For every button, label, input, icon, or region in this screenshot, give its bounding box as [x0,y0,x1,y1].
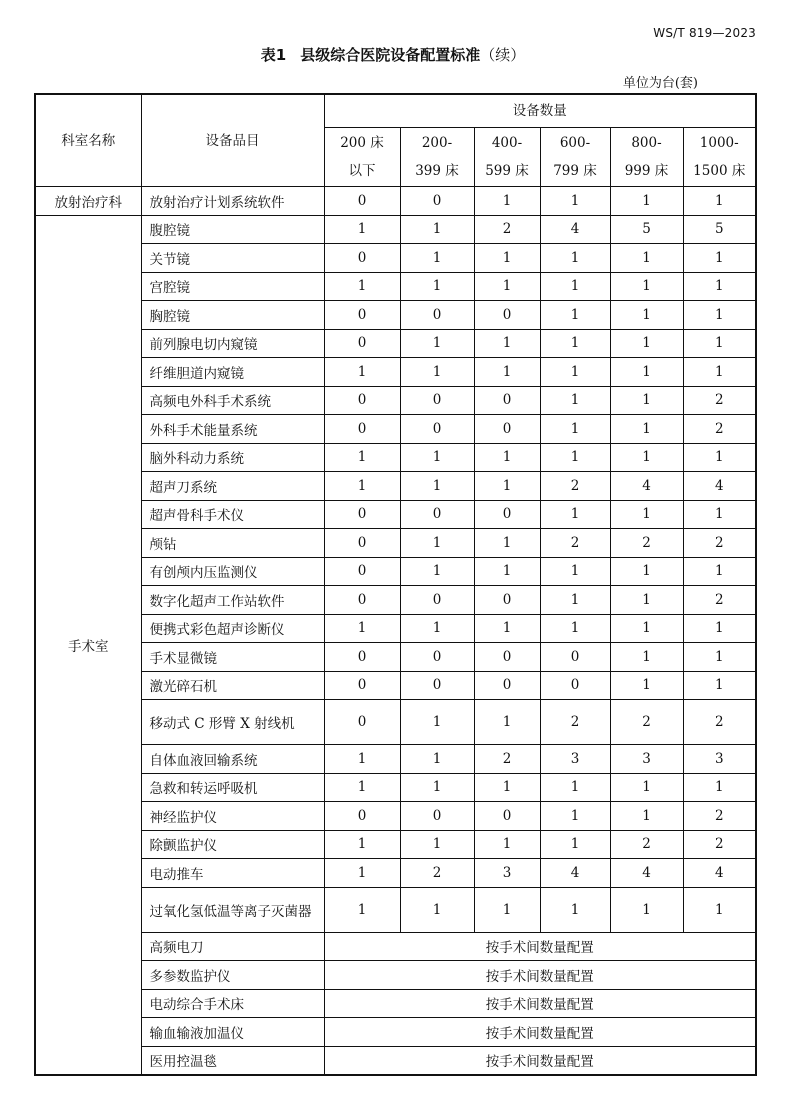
table-row [35,961,756,990]
item-cell: 输血输液加温仪 [141,1018,324,1047]
table-row [35,773,756,802]
config-note-cell: 按手术间数量配置 [324,932,756,961]
quantity-cell: 0 [400,586,474,615]
bed-label-line1: 1000- [699,135,739,151]
quantity-cell: 0 [540,671,610,700]
quantity-cell: 1 [400,773,474,802]
quantity-cell: 1 [683,557,756,586]
item-cell: 过氧化氢低温等离子灭菌器 [141,887,324,932]
quantity-cell: 1 [324,614,400,643]
bed-label-line2: 以下 [348,163,376,179]
quantity-cell: 1 [400,700,474,745]
table-row [35,1018,756,1047]
quantity-cell: 1 [474,830,540,859]
quantity-cell: 1 [400,614,474,643]
item-cell: 自体血液回输系统 [141,745,324,774]
header-bed-0 [324,128,400,187]
item-cell: 数字化超声工作站软件 [141,586,324,615]
quantity-cell: 1 [610,329,683,358]
quantity-cell: 0 [400,643,474,672]
quantity-cell: 1 [400,557,474,586]
quantity-cell: 1 [540,301,610,330]
quantity-cell: 0 [324,244,400,273]
quantity-cell: 4 [540,215,610,244]
quantity-cell: 1 [540,802,610,831]
item-cell: 除颤监护仪 [141,830,324,859]
quantity-cell: 1 [540,244,610,273]
item-cell: 放射治疗计划系统软件 [141,187,324,216]
header-bed-2 [474,128,540,187]
config-note-cell: 按手术间数量配置 [324,961,756,990]
quantity-cell: 1 [610,358,683,387]
table-title-suffix: （续） [480,46,526,64]
quantity-cell: 3 [540,745,610,774]
quantity-cell: 0 [474,643,540,672]
header-bed-1 [400,128,474,187]
bed-label-line1: 600- [559,135,591,151]
table-row [35,830,756,859]
bed-label-line1: 400- [491,135,523,151]
item-cell: 多参数监护仪 [141,961,324,990]
quantity-cell: 0 [324,301,400,330]
quantity-cell: 0 [400,802,474,831]
item-cell: 腹腔镜 [141,215,324,244]
quantity-cell: 1 [683,301,756,330]
item-cell: 有创颅内压监测仪 [141,557,324,586]
quantity-cell: 1 [474,358,540,387]
quantity-cell: 4 [540,859,610,888]
quantity-cell: 1 [474,557,540,586]
item-cell: 脑外科动力系统 [141,443,324,472]
quantity-cell: 1 [474,773,540,802]
table-row [35,700,756,745]
quantity-cell: 2 [683,802,756,831]
quantity-cell: 1 [324,215,400,244]
quantity-cell: 1 [474,443,540,472]
quantity-cell: 0 [400,386,474,415]
table-row [35,358,756,387]
quantity-cell: 1 [474,272,540,301]
table-number: 表1 [260,46,287,64]
item-cell: 手术显微镜 [141,643,324,672]
quantity-cell: 2 [540,472,610,501]
quantity-cell: 2 [683,586,756,615]
quantity-cell: 1 [540,887,610,932]
quantity-cell: 1 [610,773,683,802]
quantity-cell: 1 [324,830,400,859]
table-row [35,215,756,244]
quantity-cell: 1 [400,887,474,932]
table-title-text: 县级综合医院设备配置标准 [300,46,481,64]
quantity-cell: 1 [474,244,540,273]
quantity-cell: 1 [683,500,756,529]
quantity-cell: 2 [683,830,756,859]
equipment-table [34,93,757,1076]
table-row [35,443,756,472]
table-row [35,415,756,444]
quantity-cell: 3 [610,745,683,774]
item-cell: 电动综合手术床 [141,989,324,1018]
quantity-cell: 1 [610,614,683,643]
quantity-cell: 1 [400,472,474,501]
quantity-cell: 2 [474,215,540,244]
bed-label-line1: 800- [631,135,662,151]
item-cell: 移动式 C 形臂 X 射线机 [141,700,324,745]
quantity-cell: 0 [324,386,400,415]
table-row [35,500,756,529]
quantity-cell: 4 [683,859,756,888]
header-department: 科室名称 [35,94,141,187]
quantity-cell: 0 [324,700,400,745]
quantity-cell: 2 [683,700,756,745]
quantity-cell: 1 [683,614,756,643]
unit-note: 单位为台(套) [622,76,698,91]
quantity-cell: 1 [324,745,400,774]
config-note-cell: 按手术间数量配置 [324,1046,756,1075]
quantity-cell: 4 [683,472,756,501]
quantity-cell: 1 [474,700,540,745]
table-row [35,529,756,558]
quantity-cell: 1 [610,802,683,831]
quantity-cell: 2 [683,529,756,558]
table-title [0,44,786,65]
quantity-cell: 1 [540,830,610,859]
table-row [35,272,756,301]
header-bed-4 [610,128,683,187]
quantity-cell: 1 [610,187,683,216]
quantity-cell: 1 [610,244,683,273]
quantity-cell: 1 [540,358,610,387]
quantity-cell: 1 [540,500,610,529]
item-cell: 神经监护仪 [141,802,324,831]
item-cell: 电动推车 [141,859,324,888]
quantity-cell: 1 [474,329,540,358]
quantity-cell: 1 [540,614,610,643]
quantity-cell: 1 [683,643,756,672]
item-cell: 宫腔镜 [141,272,324,301]
table-row [35,586,756,615]
quantity-cell: 2 [400,859,474,888]
quantity-cell: 1 [683,887,756,932]
quantity-cell: 2 [474,745,540,774]
item-cell: 超声刀系统 [141,472,324,501]
item-cell: 颅钻 [141,529,324,558]
quantity-cell: 1 [540,386,610,415]
quantity-cell: 0 [400,301,474,330]
quantity-cell: 1 [610,272,683,301]
quantity-cell: 1 [400,329,474,358]
quantity-cell: 1 [540,329,610,358]
table-row [35,301,756,330]
bed-label-line1: 200- [421,135,453,151]
quantity-cell: 0 [324,671,400,700]
quantity-cell: 2 [610,529,683,558]
quantity-cell: 1 [683,671,756,700]
quantity-cell: 1 [610,887,683,932]
bed-label-line2: 399 床 [415,163,459,179]
quantity-cell: 1 [683,358,756,387]
quantity-cell: 1 [610,301,683,330]
item-cell: 超声骨科手术仪 [141,500,324,529]
header-item: 设备品目 [141,94,324,187]
table-row [35,989,756,1018]
quantity-cell: 1 [540,272,610,301]
item-cell: 医用控温毯 [141,1046,324,1075]
quantity-cell: 1 [474,529,540,558]
quantity-cell: 0 [324,415,400,444]
quantity-cell: 1 [400,272,474,301]
quantity-cell: 0 [474,586,540,615]
table-row [35,244,756,273]
quantity-cell: 1 [683,443,756,472]
quantity-cell: 0 [400,187,474,216]
item-cell: 外科手术能量系统 [141,415,324,444]
quantity-cell: 1 [683,329,756,358]
department-cell: 手术室 [35,215,141,1075]
item-cell: 急救和转运呼吸机 [141,773,324,802]
quantity-cell: 0 [324,802,400,831]
table-body [35,94,756,1075]
table-row [35,386,756,415]
quantity-cell: 3 [683,745,756,774]
table-row [35,557,756,586]
quantity-cell: 0 [400,671,474,700]
header-bed-3 [540,128,610,187]
table-row [35,671,756,700]
item-cell: 胸腔镜 [141,301,324,330]
bed-label-line2: 599 床 [485,163,529,179]
quantity-cell: 1 [400,443,474,472]
quantity-cell: 4 [610,859,683,888]
quantity-cell: 1 [610,586,683,615]
table-row [35,472,756,501]
quantity-cell: 0 [324,500,400,529]
quantity-cell: 0 [400,415,474,444]
quantity-cell: 2 [610,830,683,859]
table-row [35,802,756,831]
quantity-cell: 1 [610,643,683,672]
config-note-cell: 按手术间数量配置 [324,1018,756,1047]
item-cell: 纤维胆道内窥镜 [141,358,324,387]
quantity-cell: 1 [324,272,400,301]
quantity-cell: 1 [400,215,474,244]
quantity-cell: 5 [683,215,756,244]
quantity-cell: 1 [610,443,683,472]
table-row [35,1046,756,1075]
quantity-cell: 1 [610,415,683,444]
quantity-cell: 1 [474,614,540,643]
quantity-cell: 1 [400,358,474,387]
quantity-cell: 1 [474,187,540,216]
header-row [35,94,756,128]
table-row [35,859,756,888]
quantity-cell: 0 [324,529,400,558]
header-quantity: 设备数量 [324,94,756,128]
quantity-cell: 2 [683,415,756,444]
quantity-cell: 1 [610,500,683,529]
quantity-cell: 1 [400,830,474,859]
quantity-cell: 1 [683,187,756,216]
quantity-cell: 1 [683,244,756,273]
quantity-cell: 0 [474,802,540,831]
quantity-cell: 1 [324,358,400,387]
quantity-cell: 0 [474,500,540,529]
item-cell: 关节镜 [141,244,324,273]
table-row [35,643,756,672]
config-note-cell: 按手术间数量配置 [324,989,756,1018]
quantity-cell: 0 [324,329,400,358]
quantity-cell: 1 [540,557,610,586]
header-bed-5 [683,128,756,187]
item-cell: 激光碎石机 [141,671,324,700]
quantity-cell: 0 [324,586,400,615]
quantity-cell: 4 [610,472,683,501]
quantity-cell: 0 [324,643,400,672]
quantity-cell: 1 [540,415,610,444]
quantity-cell: 1 [474,887,540,932]
table-row [35,932,756,961]
table-row [35,614,756,643]
quantity-cell: 0 [474,415,540,444]
table-row [35,745,756,774]
quantity-cell: 1 [540,773,610,802]
quantity-cell: 1 [324,887,400,932]
quantity-cell: 1 [324,859,400,888]
quantity-cell: 2 [610,700,683,745]
item-cell: 便携式彩色超声诊断仪 [141,614,324,643]
quantity-cell: 1 [400,745,474,774]
quantity-cell: 1 [540,586,610,615]
quantity-cell: 0 [474,301,540,330]
quantity-cell: 0 [474,386,540,415]
quantity-cell: 2 [683,386,756,415]
item-cell: 前列腺电切内窥镜 [141,329,324,358]
bed-label-line1: 200 床 [340,135,384,151]
table-row [35,329,756,358]
bed-label-line2: 1500 床 [693,163,746,179]
quantity-cell: 1 [610,671,683,700]
bed-label-line2: 999 床 [624,163,669,179]
quantity-cell: 0 [400,500,474,529]
quantity-cell: 1 [540,187,610,216]
quantity-cell: 1 [324,773,400,802]
quantity-cell: 1 [400,244,474,273]
quantity-cell: 1 [324,443,400,472]
item-cell: 高频电刀 [141,932,324,961]
quantity-cell: 1 [610,386,683,415]
quantity-cell: 2 [540,529,610,558]
table-row [35,887,756,932]
quantity-cell: 2 [540,700,610,745]
quantity-cell: 1 [683,272,756,301]
quantity-cell: 1 [610,557,683,586]
quantity-cell: 0 [324,557,400,586]
bed-label-line2: 799 床 [553,163,597,179]
quantity-cell: 0 [324,187,400,216]
department-cell: 放射治疗科 [35,187,141,216]
quantity-cell: 3 [474,859,540,888]
quantity-cell: 1 [683,773,756,802]
table-row [35,187,756,216]
item-cell: 高频电外科手术系统 [141,386,324,415]
quantity-cell: 5 [610,215,683,244]
quantity-cell: 0 [474,671,540,700]
quantity-cell: 1 [540,443,610,472]
quantity-cell: 1 [324,472,400,501]
quantity-cell: 1 [400,529,474,558]
quantity-cell: 0 [540,643,610,672]
quantity-cell: 1 [474,472,540,501]
standard-code: WS/T 819—2023 [653,26,756,40]
